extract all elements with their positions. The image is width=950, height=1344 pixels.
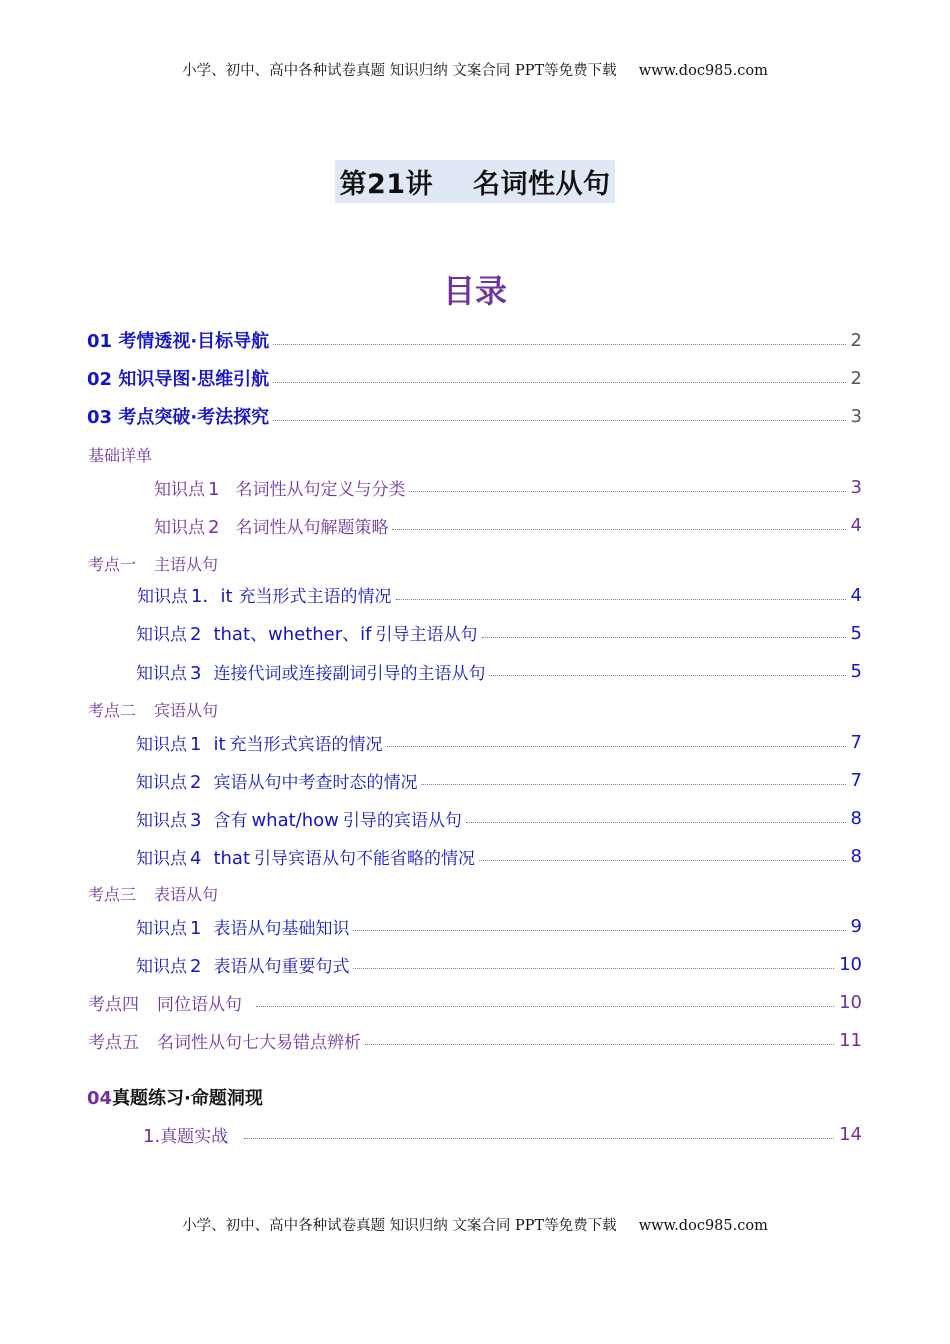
leader-dots <box>409 491 845 492</box>
toc-entry-page: 3 <box>850 405 862 427</box>
entry-text: 名词性从句定义与分类 <box>235 479 406 500</box>
toc-subheading-jichu: 基础详单 <box>88 446 153 465</box>
toc-entry-zhenti[interactable] <box>143 1120 862 1148</box>
entry-text: 连接代词或连接副词引导的主语从句 <box>213 663 486 684</box>
toc-entry-label: 03 考点突破·考法探究 <box>87 407 270 428</box>
entry-number: 1． <box>191 586 221 607</box>
toc-entry-01[interactable] <box>87 326 862 354</box>
toc-entry-label: 真题练习·命题洞现 <box>112 1088 263 1109</box>
page-header <box>0 59 950 80</box>
leader-dots <box>489 675 845 676</box>
toc-subheading-kd3 <box>88 882 218 905</box>
toc-entry-page: 10 <box>839 991 862 1013</box>
toc-entry-kd2-k3[interactable] <box>136 804 862 832</box>
entry-number: 3 <box>190 662 202 684</box>
entry-tag: 知识点 <box>136 956 187 977</box>
entry-tag: 知识点 <box>154 517 205 538</box>
toc-entry-page: 5 <box>850 622 862 644</box>
kaodian-code: 考点二 <box>88 701 137 720</box>
toc-entry-page: 4 <box>850 514 862 536</box>
header-url[interactable]: www.doc985.com <box>638 63 768 79</box>
toc-entry-kd1-k1[interactable] <box>137 581 862 609</box>
entry-tag: 知识点 <box>137 587 188 607</box>
entry-tag: 知识点 <box>154 479 205 500</box>
entry-text: 表语从句重要句式 <box>213 956 350 977</box>
entry-number: 1 <box>208 478 220 500</box>
page-footer <box>0 1214 950 1235</box>
toc-entry-page: 2 <box>850 367 862 389</box>
entry-tag: 知识点 <box>136 810 187 831</box>
entry-number: 2 <box>190 624 202 645</box>
toc-entry-page: 8 <box>850 845 862 867</box>
toc-entry-page: 8 <box>850 807 862 829</box>
leader-dots <box>479 860 846 861</box>
leader-dots <box>421 784 845 785</box>
entry-text: 表语从句基础知识 <box>213 918 350 939</box>
leader-dots <box>273 344 845 345</box>
toc-entry-02[interactable] <box>87 364 862 392</box>
toc-entry-03[interactable] <box>87 402 862 430</box>
entry-text: 引导宾语从句不能省略的情况 <box>254 848 476 869</box>
entry-number: 1. <box>143 1125 161 1147</box>
entry-text: 引导主语从句 <box>375 625 478 645</box>
toc-entry-page: 4 <box>850 584 862 606</box>
entry-prefix: 含有 <box>213 810 248 831</box>
kaodian-name: 表语从句 <box>154 885 219 904</box>
kaodian-code: 考点一 <box>88 555 137 574</box>
leader-dots <box>353 968 834 969</box>
title-topic: 名词性从句 <box>473 169 611 200</box>
toc-entry-jichu-k2[interactable] <box>154 511 862 539</box>
toc-entry-04[interactable] <box>87 1083 263 1111</box>
entry-text: 引导的宾语从句 <box>342 810 462 831</box>
kaodian-code: 考点三 <box>88 885 137 904</box>
kaodian-name: 同位语从句 <box>157 994 242 1015</box>
entry-text: 充当形式宾语的情况 <box>229 734 383 755</box>
leader-dots <box>256 1006 834 1007</box>
kaodian-code: 考点五 <box>88 1032 139 1053</box>
section-number: 04 <box>87 1088 113 1109</box>
entry-tag: 知识点 <box>136 772 187 793</box>
leader-dots <box>244 1138 834 1139</box>
toc-entry-page: 2 <box>850 329 862 351</box>
toc-entry-page: 9 <box>850 915 862 937</box>
entry-number: 4 <box>190 847 202 869</box>
entry-number: 3 <box>190 809 202 831</box>
entry-keyword: what/how <box>251 809 339 831</box>
toc-entry-label: 02 知识导图·思维引航 <box>87 369 270 390</box>
kaodian-name: 宾语从句 <box>154 701 219 720</box>
leader-dots <box>392 529 845 530</box>
toc-entry-page: 7 <box>850 731 862 753</box>
leader-dots <box>365 1044 834 1045</box>
title-lecture: 第21讲 <box>339 169 434 200</box>
toc-entry-page: 5 <box>850 660 862 682</box>
toc-subheading-kd1 <box>88 552 218 575</box>
entry-tag: 知识点 <box>136 918 187 939</box>
toc-entry-kd3-k2[interactable] <box>136 950 862 978</box>
entry-tag: 知识点 <box>136 663 187 684</box>
entry-number: 2 <box>190 955 202 977</box>
entry-keyword: that、whether、if <box>213 624 372 645</box>
kaodian-code: 考点四 <box>88 994 139 1015</box>
toc-entry-kd4[interactable] <box>88 988 862 1016</box>
entry-text: 真题实战 <box>160 1126 229 1147</box>
entry-number: 1 <box>190 733 202 755</box>
entry-tag: 知识点 <box>136 734 187 755</box>
entry-text: 充当形式主语的情况 <box>238 587 392 607</box>
entry-keyword: it <box>213 733 226 755</box>
entry-text: 名词性从句解题策略 <box>235 517 389 538</box>
entry-tag: 知识点 <box>136 625 187 645</box>
toc-entry-kd2-k1[interactable] <box>136 728 862 756</box>
footer-url[interactable]: www.doc985.com <box>638 1218 768 1234</box>
header-text: 小学、初中、高中各种试卷真题 知识归纳 文案合同 PPT等免费下载 <box>182 63 617 79</box>
toc-entry-page: 10 <box>839 953 862 975</box>
entry-keyword: that <box>213 847 251 869</box>
entry-number: 2 <box>190 771 202 793</box>
toc-entry-page: 11 <box>839 1029 862 1051</box>
document-title <box>0 160 950 203</box>
leader-dots <box>273 420 845 421</box>
toc-entry-jichu-k1[interactable] <box>154 473 862 501</box>
toc-entry-kd2-k4[interactable] <box>136 842 862 870</box>
entry-text: 宾语从句中考查时态的情况 <box>213 772 418 793</box>
entry-number: 1 <box>190 917 202 939</box>
leader-dots <box>273 382 845 383</box>
toc-entry-kd3-k1[interactable] <box>136 912 862 940</box>
toc-entry-kd1-k3[interactable] <box>136 657 862 685</box>
leader-dots <box>353 930 845 931</box>
leader-dots <box>396 599 846 600</box>
toc-entry-kd2-k2[interactable] <box>136 766 862 794</box>
toc-entry-kd5[interactable] <box>88 1026 862 1054</box>
toc-heading: 目录 <box>442 272 507 310</box>
leader-dots <box>387 746 846 747</box>
toc-entry-page: 3 <box>850 476 862 498</box>
toc-entry-page: 14 <box>839 1123 862 1145</box>
toc-entry-page: 7 <box>850 769 862 791</box>
footer-text: 小学、初中、高中各种试卷真题 知识归纳 文案合同 PPT等免费下载 <box>182 1218 617 1234</box>
leader-dots <box>482 637 846 638</box>
entry-number: 2 <box>208 516 220 538</box>
entry-keyword: it <box>220 586 233 607</box>
toc-entry-kd1-k2[interactable] <box>136 619 862 647</box>
toc-entry-label: 01 考情透视·目标导航 <box>87 331 270 352</box>
kaodian-name: 主语从句 <box>154 555 219 574</box>
kaodian-name: 名词性从句七大易错点辨析 <box>157 1032 361 1053</box>
entry-tag: 知识点 <box>136 848 187 869</box>
toc-subheading-kd2 <box>88 698 218 721</box>
leader-dots <box>466 822 846 823</box>
